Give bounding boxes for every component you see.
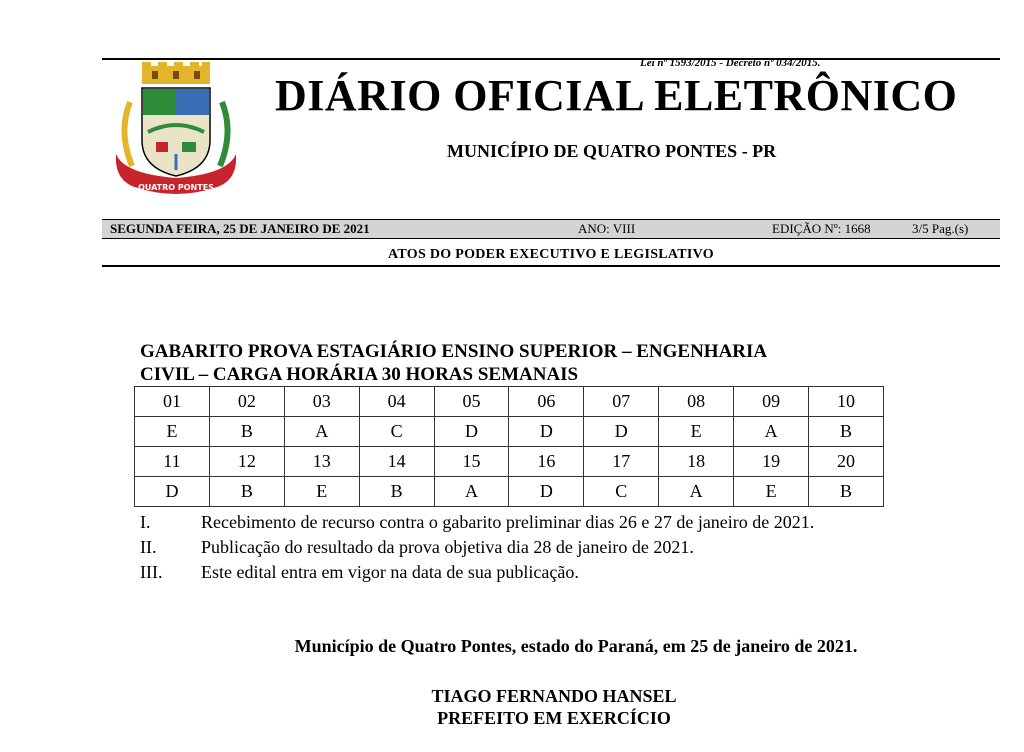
item-number: II.: [140, 537, 157, 557]
law-reference: Lei nº 1593/2015 - Decreto nº 034/2015.: [640, 57, 821, 69]
table-cell: 16: [509, 447, 584, 477]
table-cell: C: [584, 477, 659, 507]
table-cell: A: [434, 477, 509, 507]
table-cell: D: [434, 417, 509, 447]
place-date: Município de Quatro Pontes, estado do Paraná, em 25 de janeiro de 2021.: [294, 636, 858, 656]
table-cell: 06: [509, 387, 584, 417]
table-cell: 20: [809, 447, 884, 477]
table-cell: B: [809, 417, 884, 447]
table-row: [135, 387, 884, 417]
table-cell: 10: [809, 387, 884, 417]
table-cell: B: [209, 417, 284, 447]
table-cell: 19: [734, 447, 809, 477]
table-cell: C: [359, 417, 434, 447]
table-cell: 18: [659, 447, 734, 477]
item-text: Este edital entra em vigor na data de sua publicação.: [201, 562, 579, 582]
heading-line-1: GABARITO PROVA ESTAGIÁRIO ENSINO SUPERIOR – ENGENHARIA: [140, 341, 768, 362]
table-cell: D: [584, 417, 659, 447]
table-cell: 05: [434, 387, 509, 417]
publication-date: SEGUNDA FEIRA, 25 DE JANEIRO DE 2021: [110, 221, 370, 236]
table-cell: E: [284, 477, 359, 507]
table-cell: A: [284, 417, 359, 447]
heading-line-2: CIVIL – CARGA HORÁRIA 30 HORAS SEMANAIS: [140, 364, 579, 385]
table-cell: 11: [135, 447, 210, 477]
table-cell: 04: [359, 387, 434, 417]
signer-role: PREFEITO EM EXERCÍCIO: [437, 708, 671, 728]
table-cell: B: [359, 477, 434, 507]
table-cell: B: [209, 477, 284, 507]
page-title: DIÁRIO OFICIAL ELETRÔNICO: [275, 71, 958, 120]
list-item: [140, 510, 880, 535]
svg-text:QUATRO PONTES: QUATRO PONTES: [138, 183, 214, 192]
item-number: III.: [140, 562, 163, 582]
document-heading: [140, 340, 860, 386]
table-cell: E: [734, 477, 809, 507]
info-bar: [102, 219, 1000, 239]
table-cell: 13: [284, 447, 359, 477]
item-text: Recebimento de recurso contra o gabarito preliminar dias 26 e 27 de janeiro de 2021.: [201, 512, 815, 532]
table-row: [135, 417, 884, 447]
table-cell: B: [809, 477, 884, 507]
table-row: [135, 477, 884, 507]
section-rule: [102, 265, 1000, 267]
table-cell: A: [734, 417, 809, 447]
municipal-crest-icon: [108, 62, 244, 198]
header-top-rule: [102, 58, 1000, 60]
table-cell: 08: [659, 387, 734, 417]
table-cell: 03: [284, 387, 359, 417]
answer-key-table: [134, 386, 884, 507]
table-cell: D: [135, 477, 210, 507]
table-cell: 17: [584, 447, 659, 477]
table-cell: 12: [209, 447, 284, 477]
publication-year: ANO: VIII: [578, 221, 636, 236]
table-cell: 07: [584, 387, 659, 417]
item-number: I.: [140, 512, 151, 532]
table-cell: 01: [135, 387, 210, 417]
item-list: [140, 510, 880, 585]
table-cell: A: [659, 477, 734, 507]
list-item: [140, 560, 880, 585]
edition-number: EDIÇÃO Nº: 1668: [772, 221, 871, 236]
table-cell: 02: [209, 387, 284, 417]
table-cell: D: [509, 477, 584, 507]
table-cell: 14: [359, 447, 434, 477]
table-cell: E: [135, 417, 210, 447]
section-title: ATOS DO PODER EXECUTIVO E LEGISLATIVO: [388, 247, 714, 262]
item-text: Publicação do resultado da prova objetiva dia 28 de janeiro de 2021.: [201, 537, 694, 557]
page-subtitle: MUNICÍPIO DE QUATRO PONTES - PR: [447, 141, 777, 161]
table-cell: 09: [734, 387, 809, 417]
list-item: [140, 535, 880, 560]
table-cell: D: [509, 417, 584, 447]
page-count: 3/5 Pag.(s): [912, 221, 969, 236]
signer-name: TIAGO FERNANDO HANSEL: [431, 686, 677, 706]
signature-block: [102, 685, 1000, 729]
table-row: [135, 447, 884, 477]
table-cell: 15: [434, 447, 509, 477]
table-cell: E: [659, 417, 734, 447]
